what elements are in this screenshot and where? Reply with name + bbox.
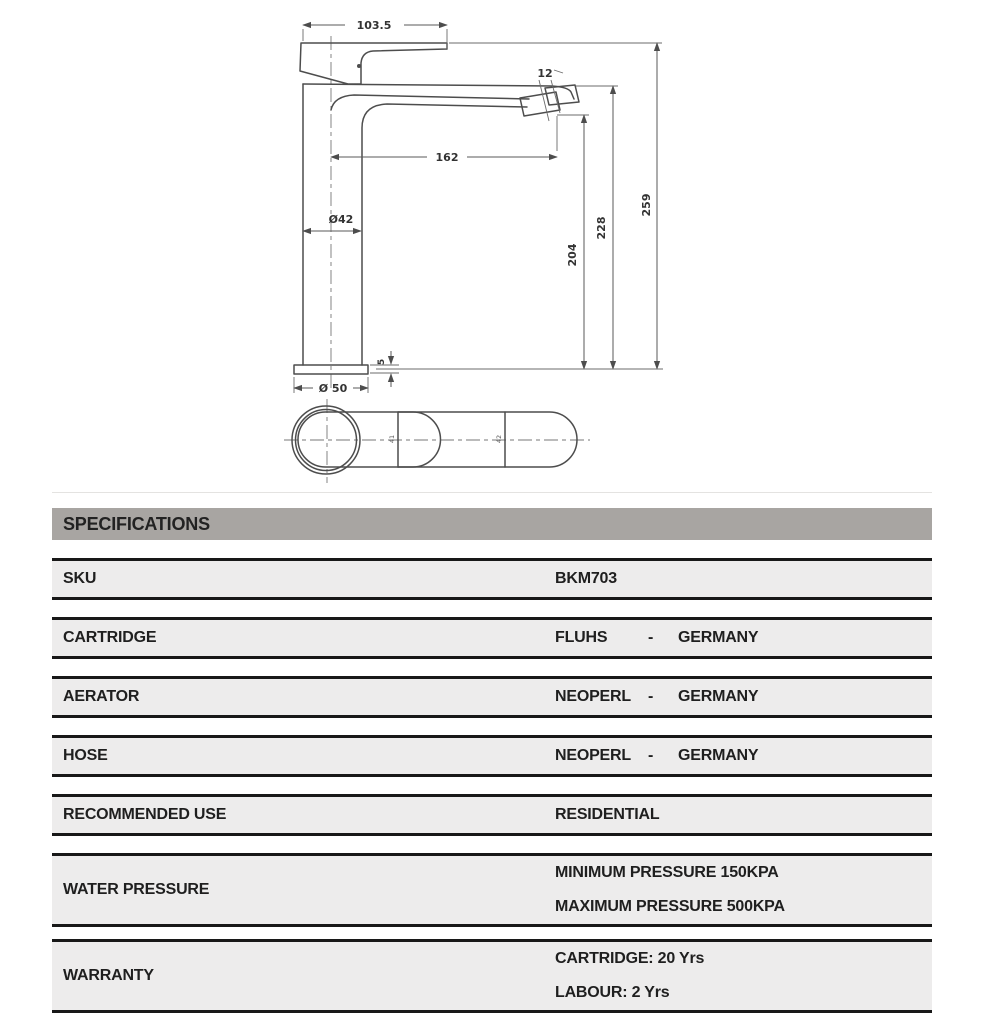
spec-row-cartridge [52,617,932,659]
specifications-section [52,492,932,1013]
handle-set-screw [357,64,361,68]
dim-spout-reach: 162 [435,151,459,164]
dim-base-thickness: 5 [377,358,387,366]
dim-base-diameter: Ø 50 [318,382,348,395]
spec-label: RECOMMENDED USE [63,806,227,823]
spec-value-brand: NEOPERL [555,747,631,764]
spec-value-line2: MAXIMUM PRESSURE 500KPA [555,898,785,915]
spec-value-line2: LABOUR: 2 Yrs [555,984,670,1001]
spec-row-sku [52,558,932,600]
dim-12-tick [554,70,563,73]
dim-height-to-spout: 228 [595,216,608,240]
spec-row-recommended-use [52,794,932,836]
dim-total-height: 259 [640,193,653,217]
spec-row-water-pressure [52,853,932,927]
spec-value-origin: GERMANY [678,747,759,764]
spec-label: HOSE [63,747,108,764]
spec-label: AERATOR [63,688,140,705]
spec-value-origin: GERMANY [678,688,759,705]
spec-row-aerator [52,676,932,718]
dim-body-diameter: Ø42 [328,213,354,226]
dim-spout-length: 103.5 [356,19,392,32]
spec-value: BKM703 [555,570,617,587]
spout-inner-line [331,95,529,110]
spec-value-brand: NEOPERL [555,688,631,705]
spec-row-hose [52,735,932,777]
handle-lever-outline [300,43,447,84]
spec-value: RESIDENTIAL [555,806,660,823]
spec-label: CARTRIDGE [63,629,157,646]
faucet-plan-view [284,399,590,483]
plan-body-outline [298,412,577,467]
dim-12-leader-b [551,80,560,113]
spec-value-brand: FLUHS [555,629,608,646]
specifications-title: SPECIFICATIONS [63,513,210,534]
spec-label: WARRANTY [63,967,154,984]
spec-value-separator: - [648,747,654,764]
plan-column-cap [398,412,440,467]
body-right-edge [362,104,527,365]
spec-value-separator: - [648,629,654,646]
divider [52,492,932,493]
faucet-side-view [294,19,663,395]
plan-label-spout: 42 [495,434,503,444]
dim-height-to-outlet: 204 [566,243,579,267]
spec-label: SKU [63,570,97,587]
faucet-drawing-svg [0,0,1000,500]
spec-value-origin: GERMANY [678,629,759,646]
spec-label: WATER PRESSURE [63,881,210,898]
specifications-header [52,508,932,540]
dim-outlet: 12 [537,67,553,80]
spec-value-line1: MINIMUM PRESSURE 150KPA [555,864,779,881]
spec-value-separator: - [648,688,654,705]
spec-value-line1: CARTRIDGE: 20 Yrs [555,950,705,967]
plan-label-body: 41 [388,434,396,444]
technical-drawing [0,0,1000,500]
spec-row-warranty [52,939,932,1013]
